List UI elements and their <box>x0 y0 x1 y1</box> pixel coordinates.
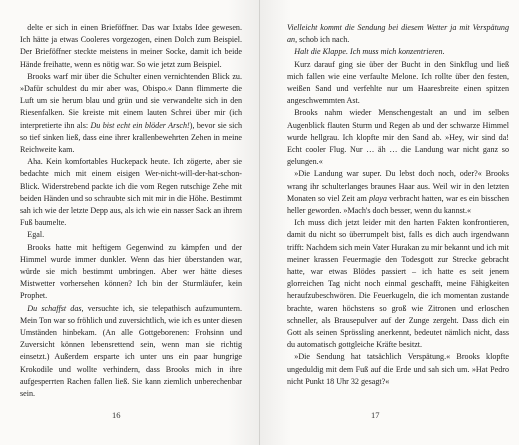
paragraph <box>20 229 242 241</box>
paragraph <box>287 59 509 108</box>
text-run: »Die Sendung hat tatsächlich Verspätung.« Brooks klopfte ungeduldig mit dem Fuß auf die Erde und sah sich um. »Hat Pedro nicht Punkt 18 Uhr 32 gesagt?« <box>287 352 509 386</box>
text-run: delte er sich in einen Brieföffner. Das war Ixtabs Idee gewesen. Ich hätte ja etwas Cooleres vorgezogen, einen Dolch zum Beispiel. Der Brieföffner steckte meistens in meiner Socke, damit ich beide Hände freihatte, wenn es nötig war. So wie jetzt zum Beispiel. <box>20 23 242 69</box>
right-page-text <box>287 22 509 388</box>
italic-text: Du bist echt ein blöder Arsch! <box>90 120 190 130</box>
text-run: Egal. <box>27 230 45 240</box>
italic-text: Vielleicht kommt die Sendung bei diesem Wetter ja mit Verspätung an <box>287 23 509 45</box>
italic-text: playa <box>368 193 387 203</box>
italic-text: Du schaffst das <box>27 303 82 313</box>
paragraph <box>20 242 242 303</box>
text-run: , versuchte ich, sie telepathisch aufzumuntern. Mein Ton war so fröhlich und zuversichtlich, wie ich es unter diesen Umständen hinbekam. (An alle Gottgeborenen: Frohsinn und Zuversicht können lebensrettend sein, wenn man sie richtig einsetzt.) Außerdem ersparte ich unter uns ein paar hungrige Krokodile und wollte verhindern, dass Brooks mich in ihre aufgesperrten Rachen fallen ließ. Sie kann ziemlich unberechenbar sein. <box>20 303 242 399</box>
text-run: Aha. Kein komfortables Huckepack heute. Ich zögerte, aber sie bedachte mich mit einem eisigen Wer-nicht-will-der-hat-schon-Blick. Widerstrebend packte ich die vom Regen rutschige Zehe mit beiden Händen und so schraubte sich mit mir in die Höhe. Bestimmt sah ich wie der letzte Depp aus, als ich wie ein nasser Sack an ihrem Fuß baumelte. <box>20 157 242 228</box>
text-run: Brooks hatte mit heftigem Gegenwind zu kämpfen und der Himmel wurde immer dunkler. Wenn das hier überstanden war, würde sie mich bestimmt umbringen. Aber wer hätte dieses Mistwetter vorhersehen können? Ich bin der Sturmläufer, kein Prophet. <box>20 242 242 301</box>
italic-text: Halt die Klappe. Ich muss mich konzentrieren. <box>294 47 445 57</box>
text-run: ), bevor sie sich so tief sinken ließ, dass eine ihrer krallenbewehrten Zehen in meine Reichweite kam. <box>20 120 242 155</box>
paragraph <box>287 351 509 388</box>
paragraph <box>20 71 242 156</box>
text-run: »Die Landung war super. Du lebst doch noch, oder?« Brooks wrang ihr schulterlanges braunes Haar aus. Weil wir in den letzten Monaten so viel Zeit am <box>287 169 509 203</box>
left-page <box>0 0 259 445</box>
paragraph <box>287 46 509 58</box>
text-run: Brooks nahm wieder Menschengestalt an und im selben Augenblick flauten Sturm und Regen ab und der schwarze Himmel wurde hellgrau. Ich klopfte mir den Sand ab. »Hey, wir sind da! Echt cooler Flug. Nur … äh … die Landung war nicht ganz so gelungen.« <box>287 108 509 167</box>
paragraph <box>287 168 509 217</box>
paragraph <box>287 217 509 351</box>
left-page-text <box>20 22 242 400</box>
right-page-number: 17 <box>371 410 380 420</box>
right-page <box>260 0 519 445</box>
paragraph <box>20 22 242 71</box>
text-run: Brooks warf mir über die Schulter einen vernichtenden Blick zu. »Dafür schuldest du mir aber was, Obispo.« Dann flimmerte die Luft um sie herum blau und grün und sie verwandelte sich in den Riesenfalken. Sie kreiste mit einem lauten Schrei über mir (ich interpretierte ihn als: <box>20 71 242 130</box>
left-page-number: 16 <box>112 410 121 420</box>
text-run: Ich muss dich jetzt leider mit den harten Fakten konfrontieren, damit du nicht so überrumpelt bist, falls es dich auch irgendwann trifft: Nachdem sich mein Vater Hurakan zu mir bekannt und ich mit meiner krassen Feuermagie den Todesgott zur Strecke gebracht hatte, war etwas Blödes passiert – ich hatte es seit jenem glorreichen Tag nicht noch einmal geschafft, meine Fähigkeiten heraufzubeschwören. Die Feuerkugeln, die ich momentan zustande brachte, waren höchstens so groß wie Zitronen und erloschen schneller, als Brausepulver auf der Zunge zergeht. Dass dich ein Gott als seinen Sprössling anerkennt, bedeutet nämlich nicht, dass du automatisch gottgleiche Kräfte besitzt. <box>287 218 509 350</box>
paragraph <box>287 107 509 168</box>
paragraph <box>20 303 242 401</box>
paragraph <box>20 156 242 229</box>
text-run: , schob ich nach. <box>295 35 350 45</box>
text-run: Kurz darauf ging sie über der Bucht in den Sinkflug und ließ mich fallen wie eine verfaulte Melone. Ich rollte über den festen, weißen Sand und verfehlte nur um Haaresbreite einen spitzen angeschwemmten Ast. <box>287 59 509 106</box>
paragraph <box>287 22 509 46</box>
text-run: verbracht hatten, war es ein bisschen heller geworden. »Mach's doch besser, wenn du kannst.« <box>287 193 509 216</box>
